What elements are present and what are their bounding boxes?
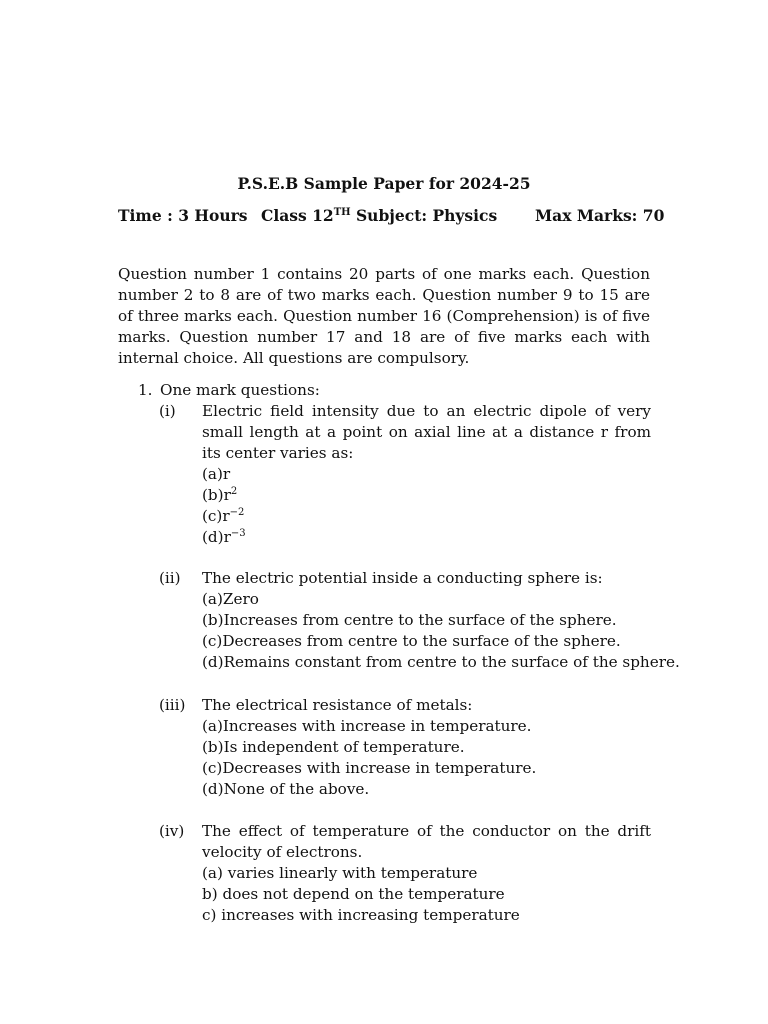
- section-number: 1.: [138, 381, 153, 399]
- question-number: (i): [159, 402, 176, 420]
- question-number: (iii): [159, 696, 186, 714]
- question-block: [159, 568, 680, 673]
- option: $(c)r^{-2}$: [202, 506, 245, 525]
- subject-label: Subject: Physics: [355, 206, 498, 225]
- max-marks-label: Max Marks: 70: [535, 206, 665, 225]
- time-label: Time : 3 Hours: [118, 206, 248, 225]
- option: (a)Increases with increase in temperature.: [202, 717, 532, 735]
- section-heading: [138, 380, 320, 401]
- option: (a)Zero: [202, 590, 259, 608]
- question-block: [159, 695, 651, 800]
- option: (c)Decreases with increase in temperature.: [202, 759, 537, 777]
- option: (b)Increases from centre to the surface of the sphere.: [202, 611, 617, 629]
- option: $(b)r^2$: [202, 485, 238, 504]
- question-stem: The effect of temperature of the conductor on the drift velocity of electrons.: [202, 822, 651, 861]
- instructions-paragraph: Question number 1 contains 20 parts of one marks each. Question number 2 to 8 are of two marks each. Question number 9 to 15 are of three marks each. Question number 16 (Comprehension) is of five marks. Question number 17 and 18 are of five marks each with internal choice. All questions are compulsory.: [118, 265, 650, 367]
- option: (a) varies linearly with temperature: [202, 864, 478, 882]
- question-stem: The electric potential inside a conducting sphere is:: [202, 569, 603, 587]
- class-subject-label: [261, 205, 497, 226]
- option: (d)None of the above.: [202, 780, 370, 798]
- question-stem: Electric field intensity due to an electric dipole of very small length at a point on axial line at a distance r from its center varies as:: [202, 402, 651, 462]
- class-label: Class 12: [261, 206, 334, 225]
- option: b) does not depend on the temperature: [202, 885, 505, 903]
- section-title: One mark questions:: [160, 381, 320, 399]
- option: $(d)r^{-3}$: [202, 527, 246, 546]
- question-number: (iv): [159, 822, 185, 840]
- question-block: [159, 401, 651, 548]
- class-suffix: TH: [333, 206, 351, 218]
- option: (d)Remains constant from centre to the surface of the sphere.: [202, 653, 680, 671]
- option: (b)Is independent of temperature.: [202, 738, 465, 756]
- option: (a)r: [202, 465, 231, 483]
- option: c) increases with increasing temperature: [202, 906, 520, 924]
- paper-title: P.S.E.B Sample Paper for 2024-25: [237, 174, 531, 193]
- question-stem: The electrical resistance of metals:: [202, 696, 473, 714]
- option: (c)Decreases from centre to the surface of the sphere.: [202, 632, 621, 650]
- question-number: (ii): [159, 569, 181, 587]
- question-block: [159, 821, 651, 926]
